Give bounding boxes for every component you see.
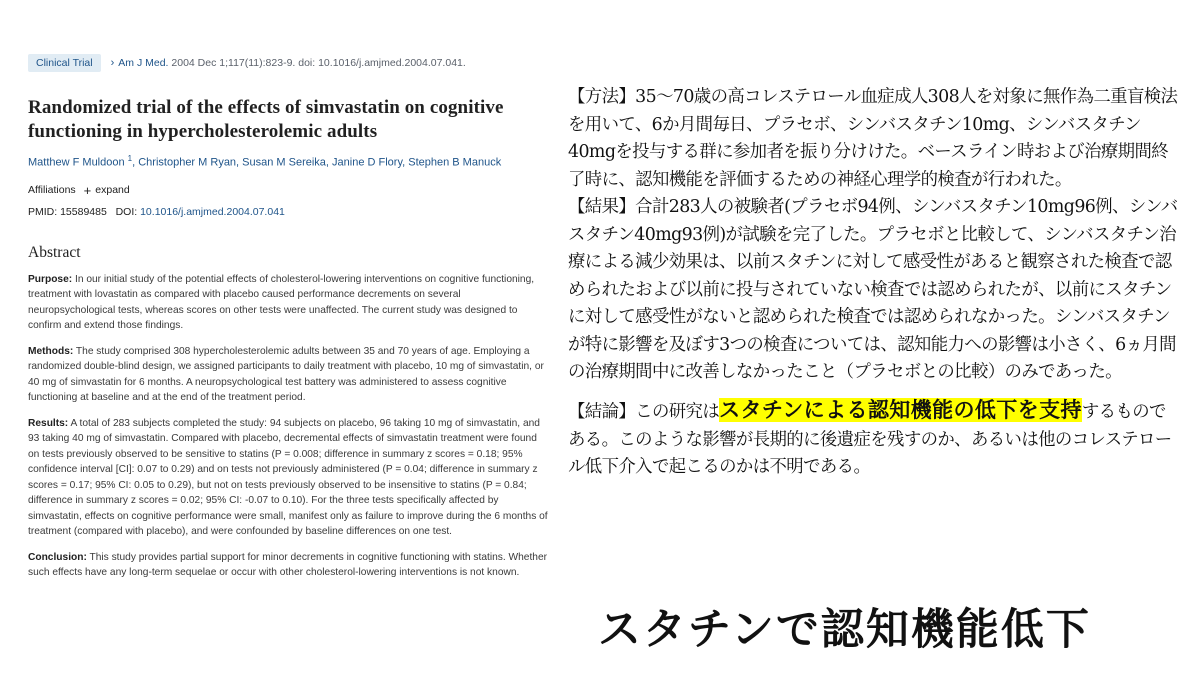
author-list [28, 154, 548, 169]
conclusion-highlight: スタチンによる認知機能の低下を支持 [719, 397, 1082, 422]
author-link-first[interactable]: Matthew F Muldoon [28, 156, 125, 169]
summary-methods: 【方法】35～70歳の高コレステロール血症成人308人を対象に無作為二重盲検法を用いて、6か月間毎日、プラセボ、シンバスタチン10mg、シンバスタチン40mgを投与する群に参加者を振り分けけた。ベースライン時および治療期間終了時に、認知機能を評価するための神経心理学的検査が行われた。 [568, 87, 1178, 190]
doi-link[interactable]: 10.1016/j.amjmed.2004.07.041 [140, 205, 285, 218]
section-label: Purpose: [28, 273, 73, 285]
conclusion-prefix: 【結論】この研究は [568, 401, 720, 422]
section-label: Results: [28, 417, 69, 429]
pmid: PMID: 15589485 [28, 205, 107, 218]
section-text: A total of 283 subjects completed the study: 94 subjects on placebo, 96 taking 10 mg of simvastatin, and 93 taking 40 mg of simvastatin. Compared with placebo, decremental effects of simvastatin treatment were found on tests previously observed to be sensitive to statins (P = 0.008; difference in summary z scores = 0.18; 95% confidence interval [CI]: 0.07 to 0.29) and on tests not previously administered (P = 0.04; difference in summary z scores = 0.17; 95% CI: 0.05 to 0.29), but not on tests previously observed to be insensitive to statins (P = 0.84; difference in summary z scores = 0.02; 95% CI: -0.07 to 0.10). For the three tests specifically affected by simvastatin, effects on cognitive performance were small, manifest only as failure to improve during the 6 months of treatment (compared with placebo), and were confounded by baseline differences on one test. [28, 417, 548, 538]
author-links-rest[interactable]: , Christopher M Ryan, Susan M Sereika, Janine D Flory, Stephen B Manuck [132, 156, 502, 169]
headline: スタチンで認知機能低下 [598, 605, 1091, 655]
abstract-purpose [28, 272, 548, 334]
section-label: Conclusion: [28, 551, 87, 563]
section-text: This study provides partial support for minor decrements in cognitive functioning with statins. Whether such effects have any long-term sequelae or occur with other cholesterol-lowering interventions is not known. [28, 551, 548, 579]
affiliations-label: Affiliations [28, 184, 76, 197]
affiliations-row [28, 183, 548, 198]
section-text: The study comprised 308 hypercholesterolemic adults between 35 and 70 years of age. Employing a randomized double-blind design, we assigned participants to daily treatment with placebo, 10 mg of simvastatin, or 40 mg of simvastatin for 6 months. A neuropsychological test battery was administered to assess cognitive functioning at baseline and at the end of the treatment period. [28, 345, 544, 404]
clinical-trial-badge: Clinical Trial [28, 54, 101, 72]
summary-results: 【結果】合計283人の被験者(プラセボ94例、シンバスタチン10mg96例、シンバスタチン40mg93例)が試験を完了した。プラセボと比較して、シンバスタチン治療による減少効果は、以前スタチンに対して感受性があると観察された検査で認められたおよび以前に投与されていない検査では認められたが、以前にスタチンに対して感受性がないと認められた検査では認められなかった。シンバスタチンが特に影響を及ぼす3つの検査については、認知能力への影響は小さく、6ヵ月間の治療期間中に改善しなかったこと（プラセボとの比較）のみであった。 [568, 197, 1178, 382]
citation-bar [28, 54, 548, 72]
doi-label: DOI: [115, 205, 138, 218]
pubmed-article-panel [28, 54, 548, 581]
chevron-right-icon: › [110, 57, 115, 69]
summary-conclusion [568, 393, 1178, 482]
article-title: Randomized trial of the effects of simvastatin on cognitive functioning in hypercholesterolemic adults [28, 97, 504, 142]
japanese-summary [568, 84, 1178, 482]
abstract-results [28, 416, 548, 540]
plus-icon[interactable]: + [83, 182, 92, 198]
abstract-methods [28, 344, 548, 406]
abstract-conclusion [28, 550, 548, 581]
section-label: Methods: [28, 345, 74, 357]
section-text: In our initial study of the potential effects of cholesterol-lowering interventions on cognitive functioning, treatment with lovastatin as compared with placebo caused performance decrements on several neuropsychological tests, whereas scores on other tests were unaffected. The current study was designed to confirm and extend those findings. [28, 273, 535, 332]
identifiers-row [28, 206, 548, 218]
affiliation-ref[interactable]: 1 [127, 154, 133, 163]
expand-button[interactable]: expand [95, 184, 130, 197]
abstract-heading: Abstract [28, 243, 81, 261]
citation-details: 2004 Dec 1;117(11):823-9. doi: 10.1016/j.amjmed.2004.07.041. [168, 57, 466, 69]
journal-link[interactable]: Am J Med. [118, 57, 169, 69]
conclusion-suffix: するものである。このような影響が長期的に後遺症を残すのか、あるいは他のコレステロール低下介入で起こるのかは不明である。 [568, 401, 1172, 477]
